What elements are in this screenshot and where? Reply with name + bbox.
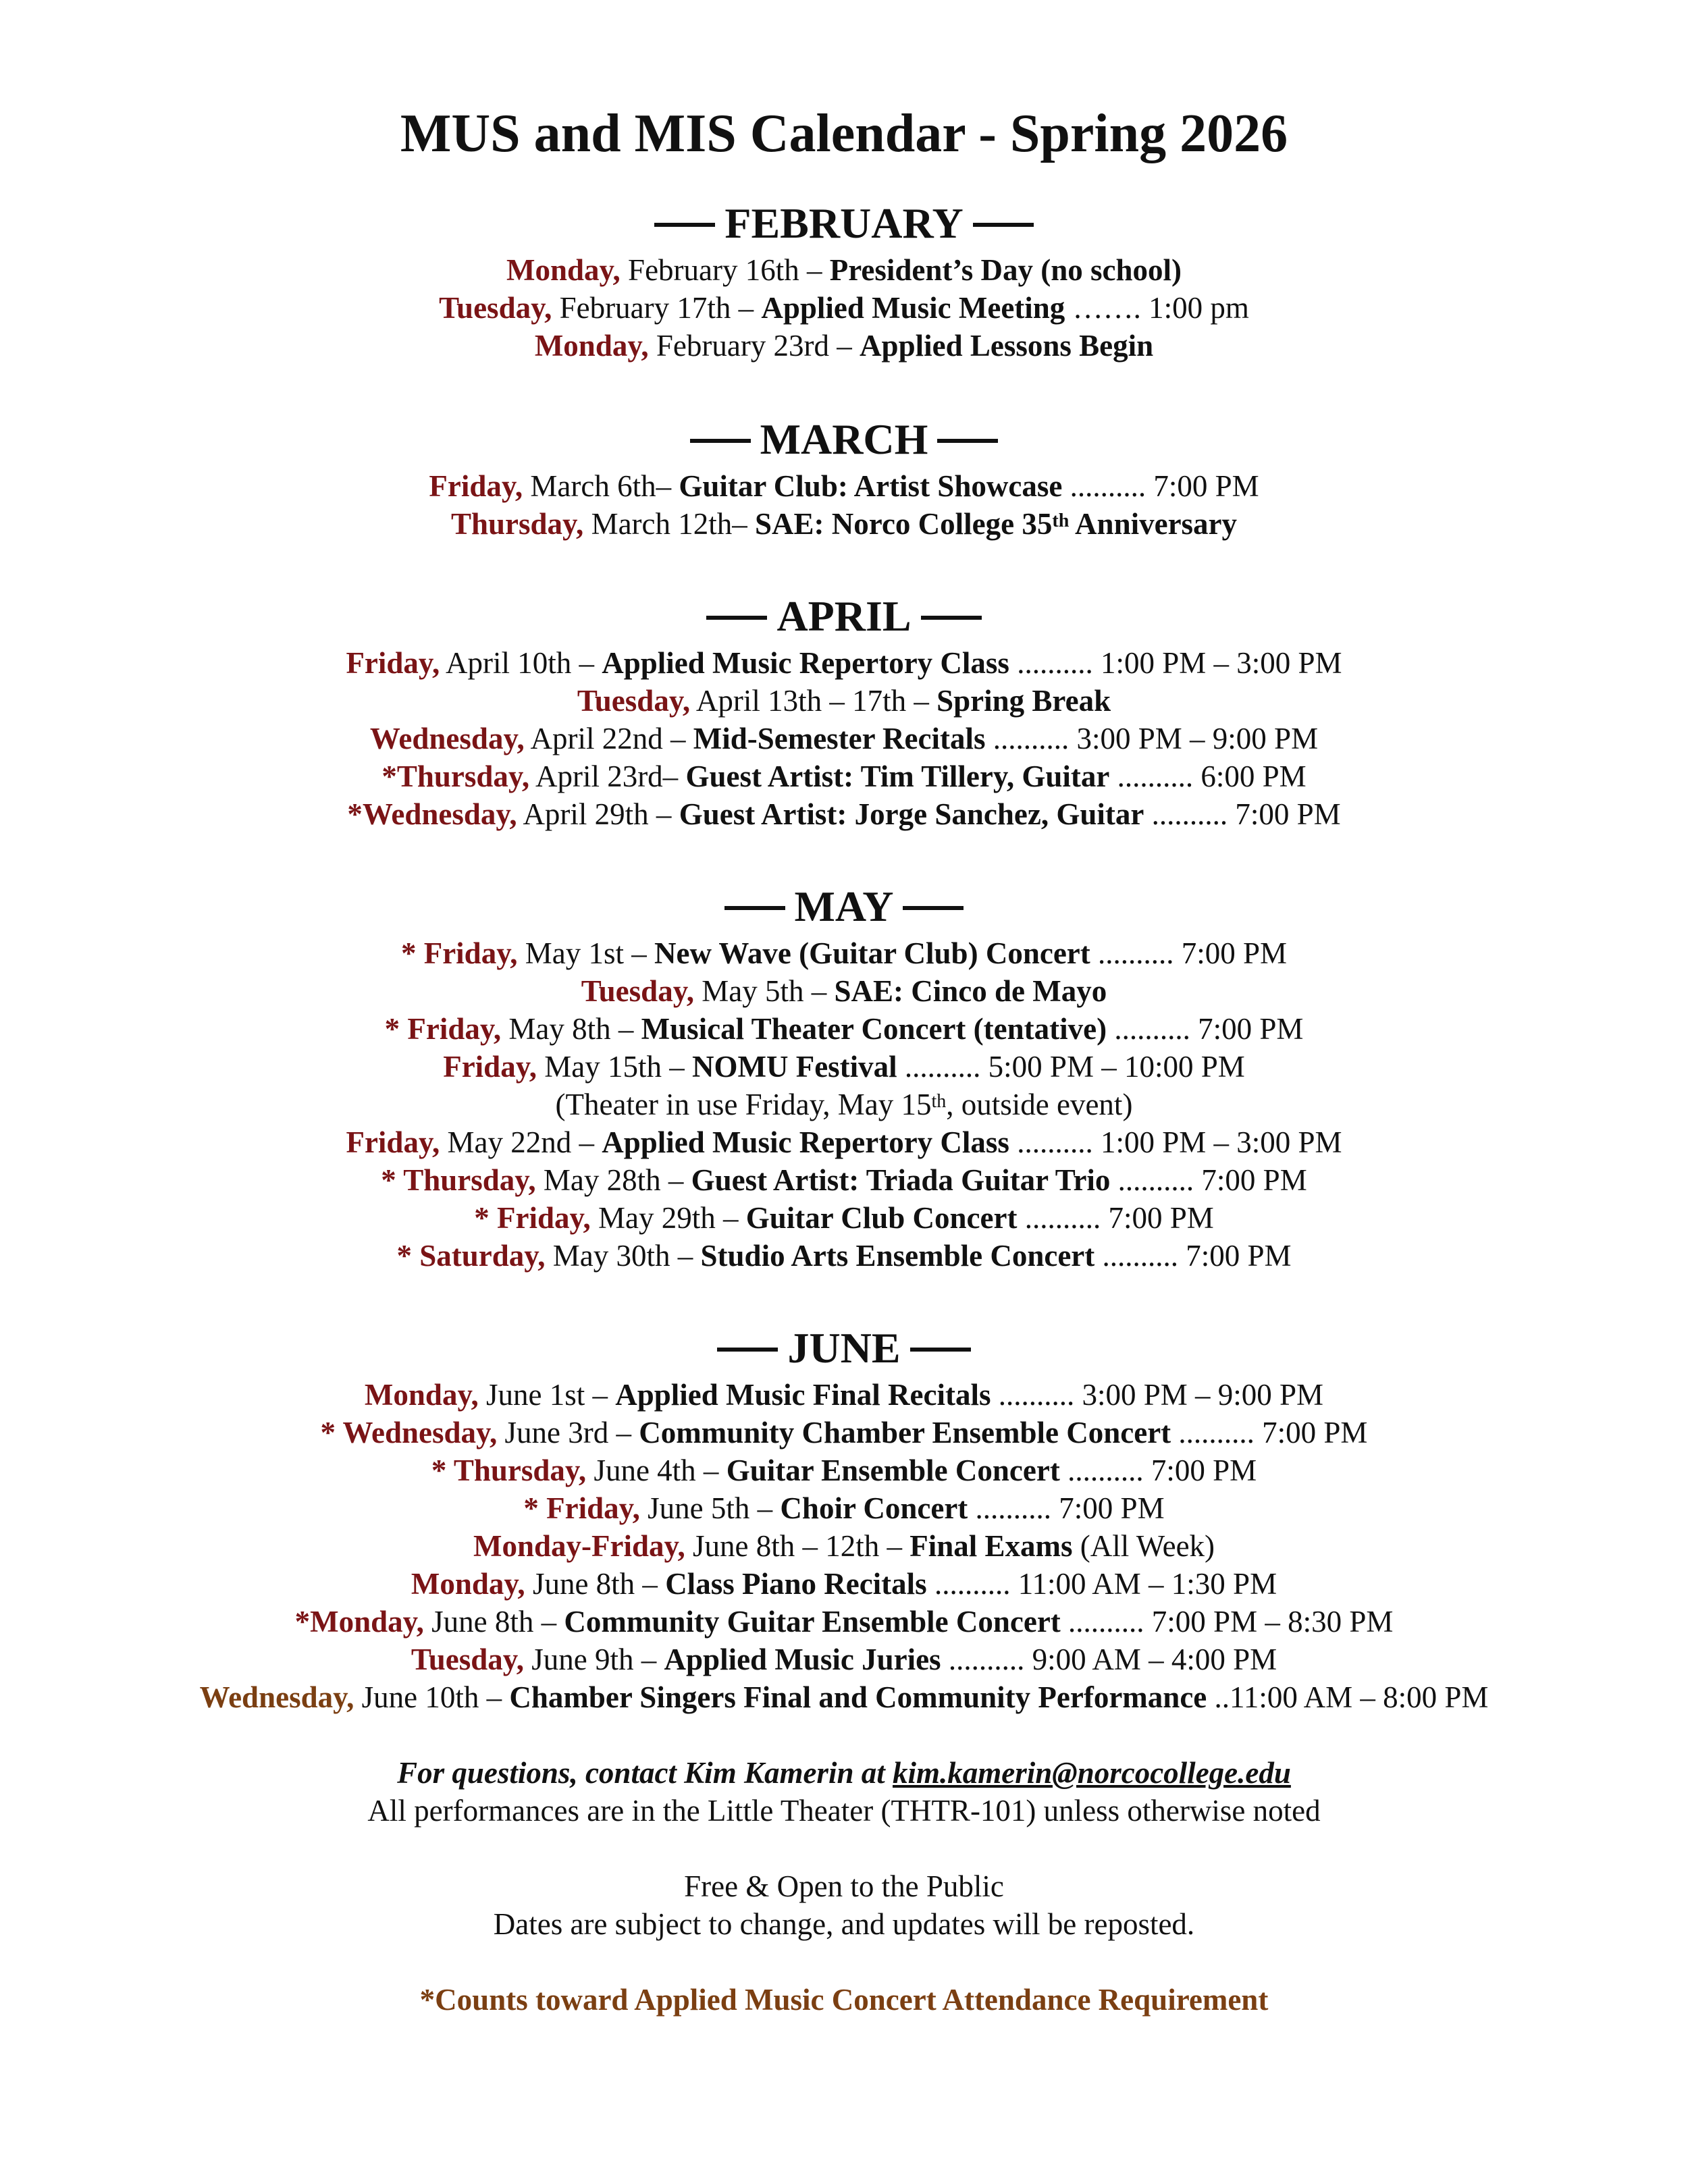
event-line: Friday, May 22nd – Applied Music Repertory Class .......... 1:00 PM – 3:00 PM (346, 1125, 1342, 1159)
month-heading-may: MAY (0, 883, 1688, 930)
event-line: * Friday, May 29th – Guitar Club Concert .......... 7:00 PM (474, 1201, 1214, 1235)
change-note: Dates are subject to change, and updates will be reposted. (493, 1907, 1195, 1941)
event-line: Monday, June 8th – Class Piano Recitals .......... 11:00 AM – 1:30 PM (411, 1567, 1277, 1601)
event-line: * Thursday, May 28th – Guest Artist: Triada Guitar Trio .......... 7:00 PM (381, 1163, 1307, 1197)
event-line: * Friday, June 5th – Choir Concert .......... 7:00 PM (523, 1491, 1165, 1525)
event-line: *Monday, June 8th – Community Guitar Ensemble Concert .......... 7:00 PM – 8:30 PM (294, 1605, 1394, 1639)
event-note: (Theater in use Friday, May 15th, outside event) (555, 1088, 1133, 1121)
event-line: Friday, March 6th– Guitar Club: Artist Showcase .......... 7:00 PM (429, 469, 1259, 503)
free-note: Free & Open to the Public (684, 1869, 1004, 1903)
rule-right (910, 1348, 971, 1352)
contact-line: For questions, contact Kim Kamerin at kim.kamerin@norcocollege.edu (397, 1756, 1291, 1790)
rule-right (903, 906, 964, 910)
attendance-requirement-note: *Counts toward Applied Music Concert Attendance Requirement (419, 1983, 1269, 2017)
rule-right (973, 223, 1034, 227)
month-heading-april: APRIL (0, 593, 1688, 640)
rule-left (690, 439, 751, 443)
rule-left (724, 906, 785, 910)
rule-right (921, 616, 982, 620)
month-heading-june: JUNE (0, 1325, 1688, 1372)
event-line: * Wednesday, June 3rd – Community Chamber Ensemble Concert .......... 7:00 PM (320, 1416, 1368, 1449)
event-line: Tuesday, June 9th – Applied Music Juries .......... 9:00 AM – 4:00 PM (411, 1643, 1277, 1676)
email-link[interactable]: kim.kamerin@norcocollege.edu (892, 1756, 1291, 1790)
event-line: *Thursday, April 23rd– Guest Artist: Tim Tillery, Guitar .......... 6:00 PM (381, 760, 1307, 793)
event-line: Thursday, March 12th– SAE: Norco College 35th Anniversary (450, 507, 1238, 541)
event-line: Wednesday, April 22nd – Mid-Semester Recitals .......... 3:00 PM – 9:00 PM (369, 722, 1319, 755)
rule-right (937, 439, 998, 443)
event-line: * Friday, May 8th – Musical Theater Concert (tentative) .......... 7:00 PM (384, 1012, 1304, 1046)
rule-left (717, 1348, 778, 1352)
event-line: Monday, February 16th – President’s Day (no school) (506, 253, 1182, 287)
event-line: * Friday, May 1st – New Wave (Guitar Club) Concert .......... 7:00 PM (400, 936, 1288, 970)
event-line: Tuesday, February 17th – Applied Music Meeting ……. 1:00 pm (439, 291, 1249, 325)
event-line: Monday, June 1st – Applied Music Final Recitals .......... 3:00 PM – 9:00 PM (364, 1378, 1324, 1412)
event-line: Monday, February 23rd – Applied Lessons Begin (534, 329, 1154, 363)
event-line: Wednesday, June 10th – Chamber Singers Final and Community Performance ..11:00 AM – 8:00 PM (199, 1680, 1489, 1714)
month-heading-march: MARCH (0, 416, 1688, 463)
month-heading-february: FEBRUARY (0, 200, 1688, 247)
event-line: Friday, May 15th – NOMU Festival .......... 5:00 PM – 10:00 PM (443, 1050, 1245, 1084)
event-line: Tuesday, May 5th – SAE: Cinco de Mayo (581, 974, 1107, 1008)
event-line: Monday-Friday, June 8th – 12th – Final Exams (All Week) (473, 1529, 1215, 1563)
event-line: Friday, April 10th – Applied Music Repertory Class .......... 1:00 PM – 3:00 PM (346, 646, 1342, 680)
event-line: *Wednesday, April 29th – Guest Artist: Jorge Sanchez, Guitar .......... 7:00 PM (347, 797, 1341, 831)
event-line: * Saturday, May 30th – Studio Arts Ensemble Concert .......... 7:00 PM (396, 1239, 1292, 1273)
location-note: All performances are in the Little Theater (THTR-101) unless otherwise noted (367, 1794, 1321, 1828)
rule-left (654, 223, 715, 227)
page-title: MUS and MIS Calendar - Spring 2026 (400, 104, 1288, 163)
event-line: Tuesday, April 13th – 17th – Spring Break (577, 684, 1111, 718)
rule-left (706, 616, 767, 620)
event-line: * Thursday, June 4th – Guitar Ensemble Concert .......... 7:00 PM (431, 1454, 1257, 1487)
